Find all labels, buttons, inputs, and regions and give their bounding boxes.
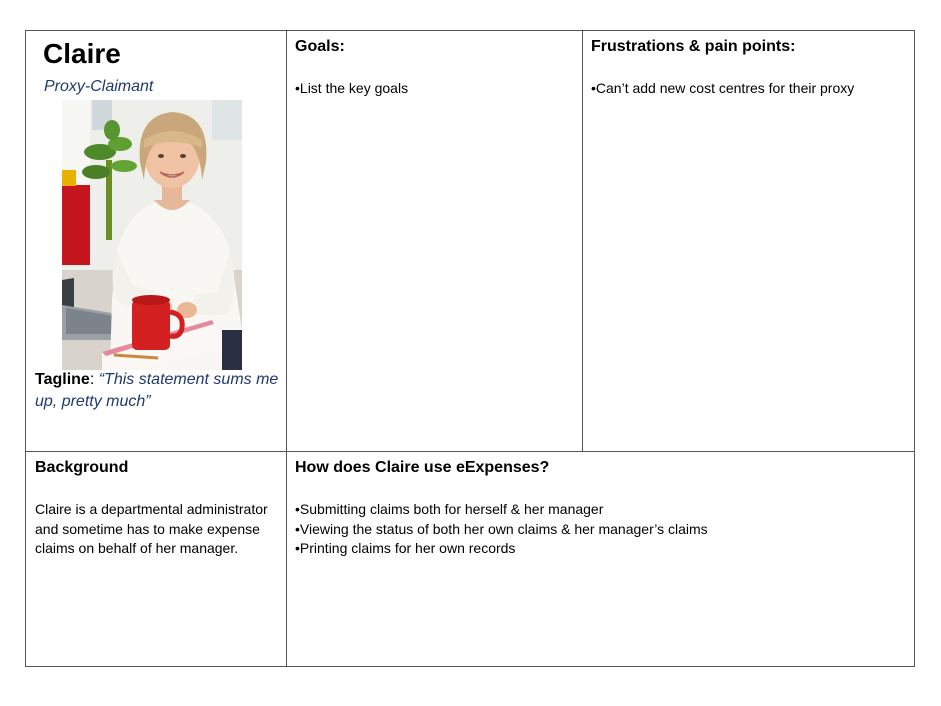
persona-photo bbox=[62, 100, 242, 370]
persona-tagline: Tagline: “This statement sums me up, pretty much” bbox=[35, 371, 279, 410]
list-item: • Viewing the status of both her own claims & her manager’s claims bbox=[295, 520, 915, 540]
goals-cell bbox=[287, 31, 582, 451]
tagline-label: Tagline bbox=[35, 371, 90, 388]
list-item: • Printing claims for her own records bbox=[295, 539, 915, 559]
persona-photo-illustration bbox=[62, 100, 242, 370]
background-cell bbox=[26, 452, 286, 667]
goals-list bbox=[295, 79, 582, 99]
list-item: • Submitting claims both for herself & her manager bbox=[295, 500, 915, 520]
goals-heading: Goals: bbox=[295, 38, 345, 55]
list-item: • Can’t add new cost centres for their proxy bbox=[591, 79, 915, 99]
frustrations-cell bbox=[583, 31, 915, 451]
background-heading: Background bbox=[35, 459, 129, 476]
background-text: Claire is a departmental administrator and sometime has to make expense claims on behalf of her manager. bbox=[35, 501, 268, 556]
persona-card bbox=[25, 30, 915, 667]
persona-name: Claire bbox=[43, 38, 121, 69]
frustrations-heading: Frustrations & pain points: bbox=[591, 38, 796, 55]
usage-list bbox=[295, 500, 915, 559]
usage-heading: How does Claire use eExpenses? bbox=[295, 459, 550, 476]
tagline-quote: “This statement sums me up, pretty much” bbox=[35, 371, 279, 410]
usage-cell bbox=[287, 452, 915, 667]
profile-cell bbox=[26, 31, 286, 451]
frustrations-list bbox=[591, 79, 915, 99]
list-item: • List the key goals bbox=[295, 79, 582, 99]
persona-role: Proxy-Claimant bbox=[44, 78, 154, 95]
